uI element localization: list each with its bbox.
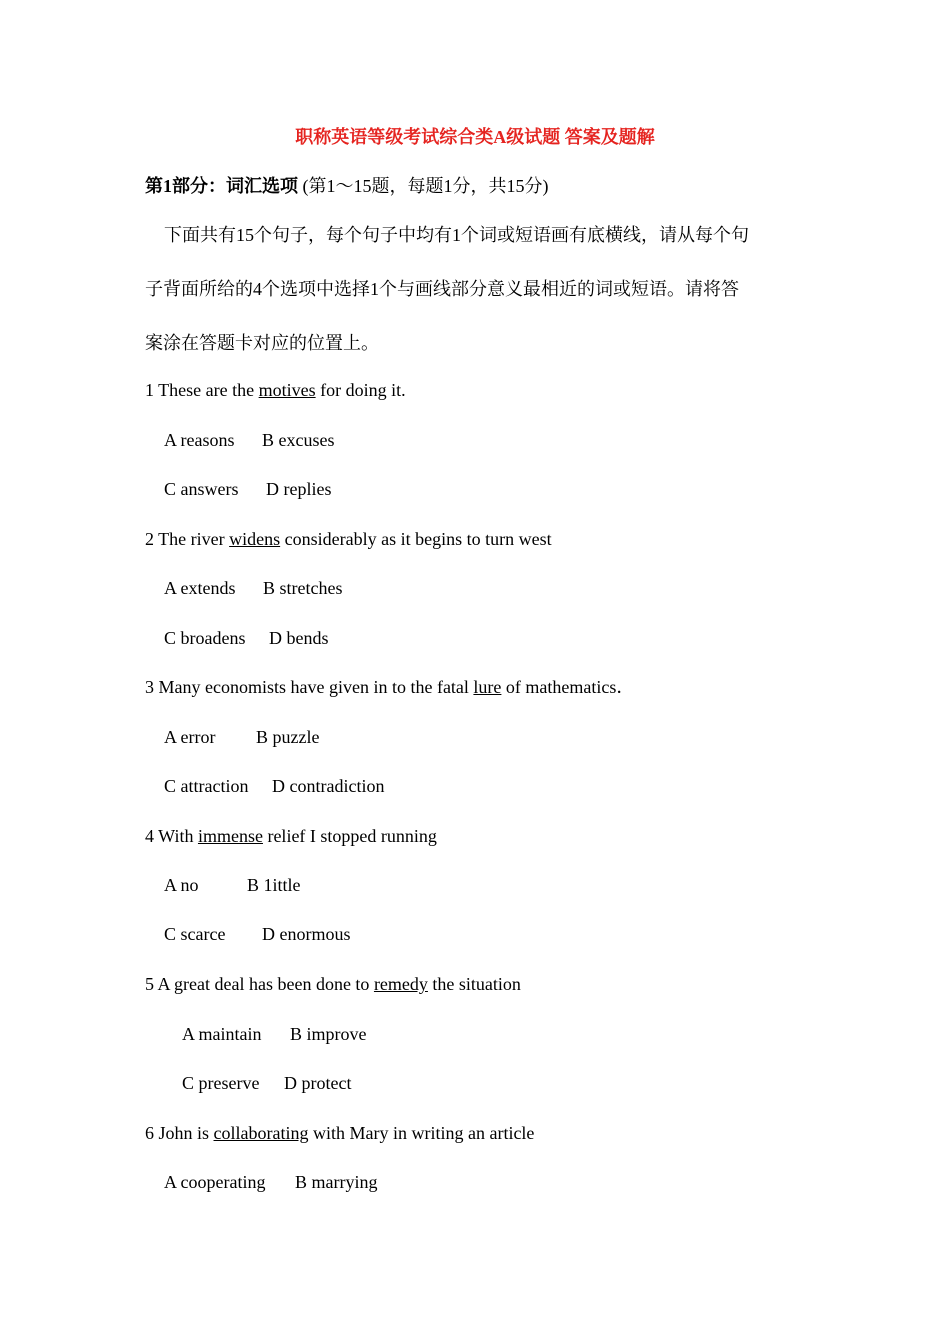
question-1-option-b: B excuses [262, 430, 335, 450]
question-3-text-after: of mathematics． [501, 677, 635, 697]
question-6-option-a: A cooperating [164, 1172, 266, 1192]
question-2-underlined-word: widens [229, 529, 281, 549]
instruction-line-3: 案涂在答题卡对应的位置上。 [145, 333, 379, 353]
question-5-text-before: 5 A great deal has been done to [145, 974, 374, 994]
question-4 [145, 824, 437, 848]
question-2 [145, 527, 552, 551]
question-1 [145, 378, 406, 402]
instruction-line-1: 下面共有15个句子，每个句子中均有1个词或短语画有底横线，请从每个句 [164, 225, 749, 245]
question-5-option-c: C preserve [182, 1073, 260, 1093]
question-3-option-d: D contradiction [272, 776, 385, 796]
question-4-option-b: B 1ittle [247, 875, 301, 895]
question-6-text-before: 6 John is [145, 1123, 214, 1143]
question-2-option-c: C broadens [164, 628, 246, 648]
document-title: 职称英语等级考试综合类A级试题 答案及题解 [295, 127, 655, 147]
question-3-option-c: C attraction [164, 776, 249, 796]
question-2-option-d: D bends [269, 628, 329, 648]
question-1-text-after: for doing it. [315, 380, 406, 400]
question-6-text-after: with Mary in writing an article [308, 1123, 535, 1143]
question-6 [145, 1121, 534, 1145]
question-4-text-after: relief I stopped running [262, 826, 437, 846]
question-5-option-a: A maintain [182, 1024, 262, 1044]
question-4-text-before: 4 With [145, 826, 198, 846]
question-5-underlined-word: remedy [373, 974, 428, 994]
question-2-text-before: 2 The river [145, 529, 230, 549]
question-3-text-before: 3 Many economists have given in to the fatal [145, 677, 474, 697]
question-2-option-a: A extends [164, 578, 236, 598]
question-5-option-b: B improve [290, 1024, 367, 1044]
question-5-text-after: the situation [427, 974, 521, 994]
section-heading [145, 174, 549, 198]
question-1-option-a: A reasons [164, 430, 235, 450]
question-5 [145, 972, 521, 996]
question-6-option-b: B marrying [295, 1172, 378, 1192]
question-1-option-d: D replies [266, 479, 332, 499]
question-3-option-a: A error [164, 727, 216, 747]
section-heading-note: (第1～15题，每题1分，共15分) [302, 176, 549, 196]
section-heading-label: 第1部分：词汇选项 [145, 176, 298, 196]
question-2-text-after: considerably as it begins to turn west [280, 529, 552, 549]
question-3-option-b: B puzzle [256, 727, 320, 747]
question-3 [145, 675, 634, 699]
question-2-option-b: B stretches [263, 578, 343, 598]
question-1-text-before: 1 These are the [145, 380, 259, 400]
question-5-option-d: D protect [284, 1073, 352, 1093]
question-3-underlined-word: lure [473, 677, 502, 697]
question-6-underlined-word: collaborating [213, 1123, 309, 1143]
question-1-underlined-word: motives [258, 380, 316, 400]
question-4-option-a: A no [164, 875, 199, 895]
question-4-option-d: D enormous [262, 924, 351, 944]
question-4-option-c: C scarce [164, 924, 226, 944]
question-1-option-c: C answers [164, 479, 239, 499]
question-4-underlined-word: immense [197, 826, 263, 846]
instruction-line-2: 子背面所给的4个选项中选择1个与画线部分意义最相近的词或短语。请将答 [145, 279, 739, 299]
